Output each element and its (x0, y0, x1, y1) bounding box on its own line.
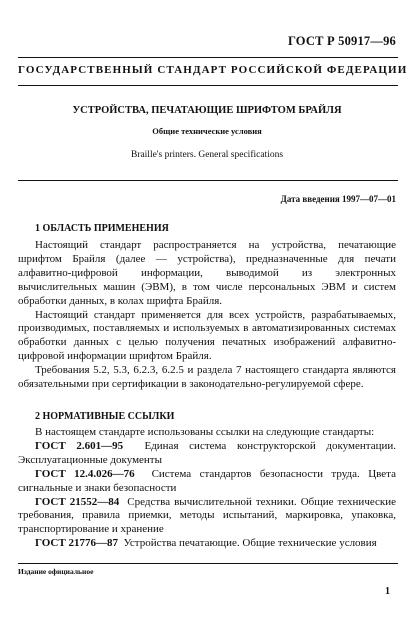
section-1-paragraph: Настоящий стандарт применяется для всех устройств, разрабатываемых, производимых, поставляемых и используемых в автоматизированных системах обработки данных с целью получения печатных изображений алфавитно-цифровой информации шрифтом Брайля. (18, 308, 396, 363)
reference-code: ГОСТ 21552—84 (35, 495, 120, 508)
section-2-intro: В настоящем стандарте использованы ссылки на следующие стандарты: (35, 426, 375, 438)
official-edition-label: Издание официальное (18, 567, 94, 576)
section-2-heading: 2 НОРМАТИВНЫЕ ССЫЛКИ (35, 411, 175, 422)
normative-reference (18, 468, 396, 496)
document-title: УСТРОЙСТВА, ПЕЧАТАЮЩИЕ ШРИФТОМ БРАЙЛЯ (72, 105, 342, 116)
section-2-body (18, 426, 396, 551)
section-1-paragraph: Настоящий стандарт распространяется на устройства, печатающие шрифтом Брайля (далее — устройства), предназначенные для печати алфавитно-цифровой информации, выводимой из электронных вычислительных машин (ЭВМ), в том числе персональных ЭВМ и систем обработки данных, в колах шрифта Брайля. (18, 239, 396, 307)
reference-title: Система стандартов безопасности труда. Цвета сигнальные и знаки безопасности (18, 467, 396, 494)
document-title-english: Braille's printers. General specifications (130, 150, 284, 160)
section-1-paragraph: Требования 5.2, 5.3, 6.2.3, 6.2.5 и раздела 7 настоящего стандарта являются обязательными при сертификации в законодательно-регулируемой сфере. (18, 364, 396, 391)
section-1-heading: 1 ОБЛАСТЬ ПРИМЕНЕНИЯ (35, 223, 169, 234)
reference-code: ГОСТ 21776—87 (35, 537, 118, 550)
gost-number: ГОСТ Р 50917—96 (287, 34, 396, 48)
page-number: 1 (385, 586, 390, 597)
header-rule-bottom (18, 85, 398, 86)
normative-reference (18, 440, 396, 468)
document-subtitle: Общие технические условия (152, 126, 262, 136)
reference-code: ГОСТ 2.601—95 (35, 439, 124, 452)
state-standard-banner: ГОСУДАРСТВЕННЫЙ СТАНДАРТ РОССИЙСКОЙ ФЕДЕРАЦИИ (18, 64, 408, 76)
title-rule (18, 180, 398, 181)
reference-title: Средства вычислительной техники. Общие технические требования, правила приемки, методы испытаний, маркировка, упаковка, транспортирование и хранение (18, 495, 397, 536)
normative-reference (18, 537, 396, 551)
section-1-body (18, 239, 396, 392)
footer-rule (18, 563, 398, 564)
header-rule-top (18, 57, 398, 58)
normative-reference (18, 496, 396, 538)
reference-code: ГОСТ 12.4.026—76 (35, 467, 135, 480)
introduction-date: Дата введения 1997—07—01 (280, 194, 396, 204)
reference-title: Устройства печатающие. Общие технические условия (123, 537, 377, 550)
reference-title: Единая система конструкторской документации. Эксплуатационные документы (18, 439, 396, 466)
